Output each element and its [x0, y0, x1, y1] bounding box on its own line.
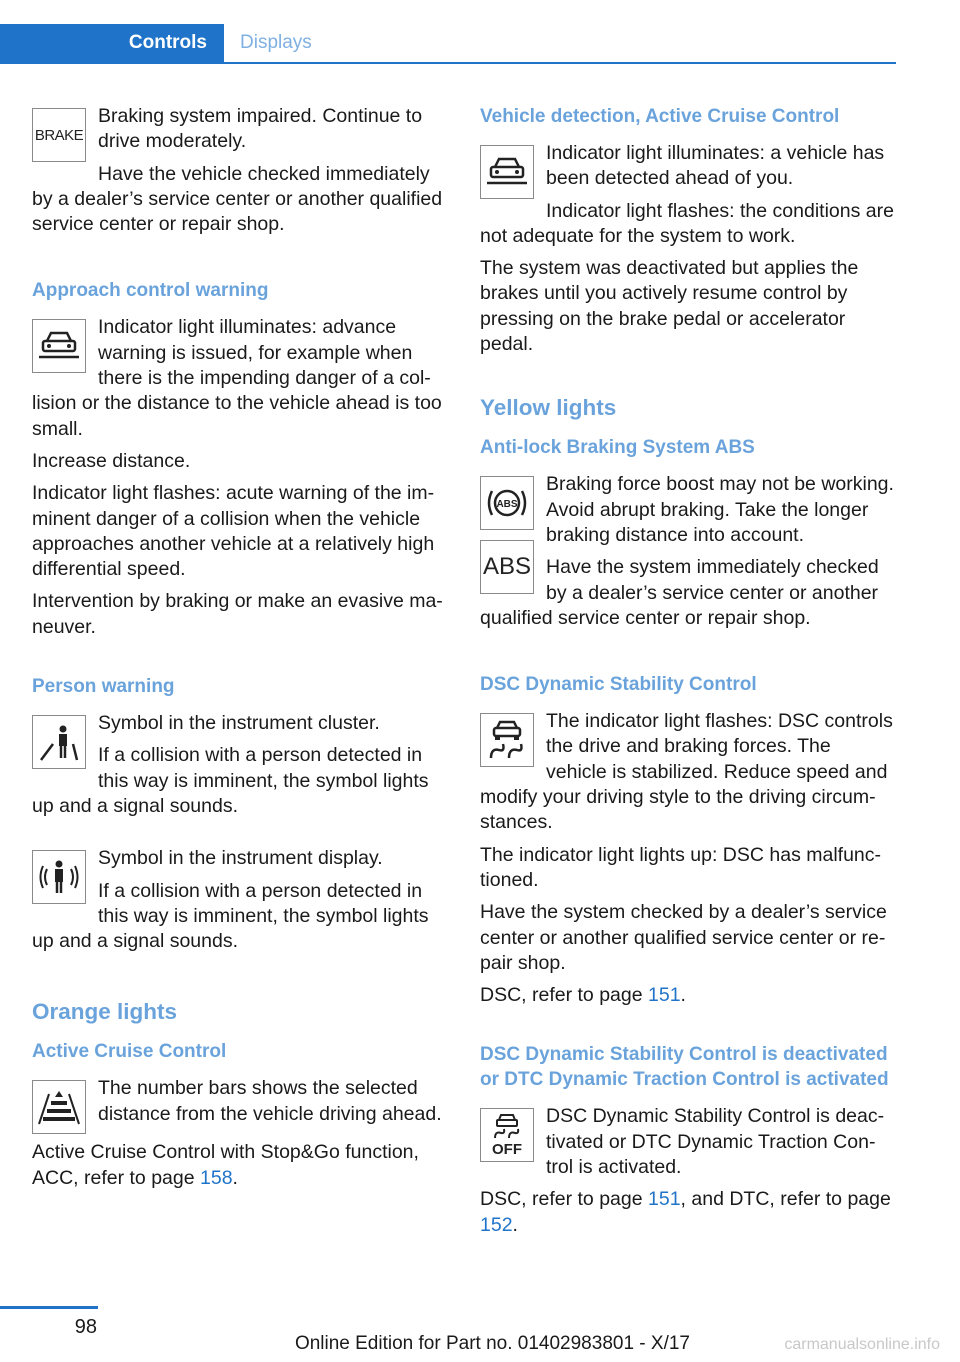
dsc-ref-end: .: [680, 984, 686, 1007]
left-column: [32, 104, 446, 1198]
brake-warning-icon: BRAKE: [32, 108, 86, 162]
vehicle-detection-section: [480, 141, 894, 256]
dsc-off-page-link-151[interactable]: 151: [648, 1188, 681, 1211]
dsc-off-ref-text: DSC, refer to page: [480, 1188, 648, 1211]
person-display-section: [32, 846, 446, 961]
abs-circle-icon: [480, 476, 534, 530]
approach-section: [32, 315, 446, 448]
acc-heading: Active Cruise Control: [32, 1041, 227, 1063]
abs-text-2: Have the system immediately checked by a dealer’s service center or another qualified service center or repair shop.: [480, 556, 879, 629]
abs-text-icon: [480, 540, 534, 594]
brake-text-1: Braking system impaired. Continue to drive moderately.: [98, 105, 423, 153]
page-number-rule: [0, 1306, 98, 1309]
dsc-off-text-2: [480, 1187, 894, 1238]
right-column: [480, 104, 894, 1245]
person-text-4: If a collision with a person detected in this way is imminent, the symbol lights up and a signal sounds.: [32, 879, 429, 953]
acc-ref-text: Active Cruise Control with Stop&Go function, ACC, refer to page: [32, 1141, 419, 1189]
approach-text-3: Indicator light flashes: acute warning of the imminent danger of a collision when the vehicle approaches another vehicle at a relatively high differential speed.: [32, 482, 435, 581]
watermark: carmanualsonline.info: [784, 1336, 940, 1353]
dsc-off-text-1: DSC Dynamic Stability Control is deactivated or DTC Dynamic Traction Control is activated.: [546, 1105, 885, 1179]
acc-text-2: [32, 1140, 446, 1191]
tab-controls[interactable]: Controls: [0, 24, 224, 62]
dsc-off-heading: DSC Dynamic Stability Control is deactivated or DTC Dynamic Traction Control is activated: [480, 1044, 889, 1091]
edition-footer: Online Edition for Part no. 01402983801 - X/17: [294, 1333, 690, 1354]
person-text-2: If a collision with a person detected in this way is imminent, the symbol lights up and a signal sounds.: [32, 744, 429, 817]
dtc-page-link-152[interactable]: 152: [480, 1213, 513, 1236]
person-heading: Person warning: [32, 676, 175, 698]
dsc-ref-text: DSC, refer to page: [480, 984, 648, 1007]
dsc-off-ref-end: .: [512, 1213, 518, 1236]
dsc-off-icon: [480, 1108, 534, 1162]
vehicle-text-1: Indicator light illuminates: a vehicle has been detected ahead of you.: [546, 142, 885, 190]
abs-text-1: Braking force boost may not be working. Avoid abrupt braking. Take the longer braking distance into account.: [546, 473, 894, 546]
yellow-lights-heading: Yellow lights: [480, 395, 617, 421]
dsc-page-link[interactable]: 151: [648, 984, 681, 1007]
page-number: 98: [74, 1316, 97, 1338]
approach-text-4: Intervention by braking or make an evasive maneuver.: [32, 590, 443, 638]
car-front-icon: [480, 145, 534, 199]
approach-heading: Approach control warning: [32, 280, 269, 302]
dsc-text-2: The indicator light lights up: DSC has malfunctioned.: [480, 843, 882, 891]
abs-heading: Anti-lock Braking System ABS: [480, 437, 755, 459]
person-sound-icon: [32, 850, 86, 904]
person-text-3: Symbol in the instrument display.: [98, 847, 383, 870]
car-front-icon: [32, 319, 86, 373]
orange-lights-heading: Orange lights: [32, 999, 178, 1025]
vehicle-text-2: Indicator light flashes: the conditions are not adequate for the system to work.: [480, 199, 894, 247]
brake-text-2: Have the vehicle checked immediately by a dealer’s service center or another qualified service center or repair shop.: [32, 162, 443, 236]
dsc-off-section: [480, 1104, 894, 1187]
dsc-heading: DSC Dynamic Stability Control: [480, 674, 757, 696]
person-cluster-section: [32, 711, 446, 826]
distance-bars-icon: [32, 1080, 86, 1134]
vehicle-detection-heading: Vehicle detection, Active Cruise Control: [480, 106, 840, 127]
person-road-icon: [32, 715, 86, 769]
acc-ref-end: .: [232, 1166, 238, 1189]
section-tab-bar: [0, 24, 896, 64]
acc-page-link[interactable]: 158: [200, 1166, 233, 1189]
abs-circle-icon-label: ABS: [496, 499, 518, 511]
abs-section: [480, 472, 894, 638]
dsc-off-ref-mid: , and DTC, refer to page: [680, 1188, 891, 1211]
spacer: [32, 826, 446, 846]
abs-text-icon-label: ABS: [482, 553, 532, 581]
vehicle-text-3: The system was deactivated but applies the brakes until you actively resume control by pressing on the brake pedal or accelerator pedal.: [480, 257, 859, 356]
dsc-off-icon-label: OFF: [492, 1141, 522, 1159]
approach-text-1: Indicator light illuminates: advance warning is issued, for example when there is the impending danger of a collision or the distance to the vehicle ahead is too small.: [32, 316, 442, 440]
person-text-1: Symbol in the instrument cluster.: [98, 712, 380, 735]
dsc-skid-icon: [480, 713, 534, 767]
abs-icon-stack: [480, 472, 546, 600]
brake-section: [32, 104, 446, 244]
acc-section: [32, 1076, 446, 1140]
dsc-text-1: The indicator light flashes: DSC controls the drive and braking forces. The vehicle is stabilized. Reduce speed and modify your driving style to the driving circumstances.: [480, 710, 893, 834]
acc-text-1: The number bars shows the selected distance from the vehicle driving ahead.: [98, 1077, 442, 1125]
dsc-text-4: [480, 983, 894, 1008]
dsc-text-3: Have the system checked by a dealer’s service center or another qualified service center or repair shop.: [480, 901, 887, 974]
tab-displays[interactable]: Displays: [240, 32, 312, 53]
dsc-section: [480, 709, 894, 842]
approach-text-2: Increase distance.: [32, 449, 191, 472]
